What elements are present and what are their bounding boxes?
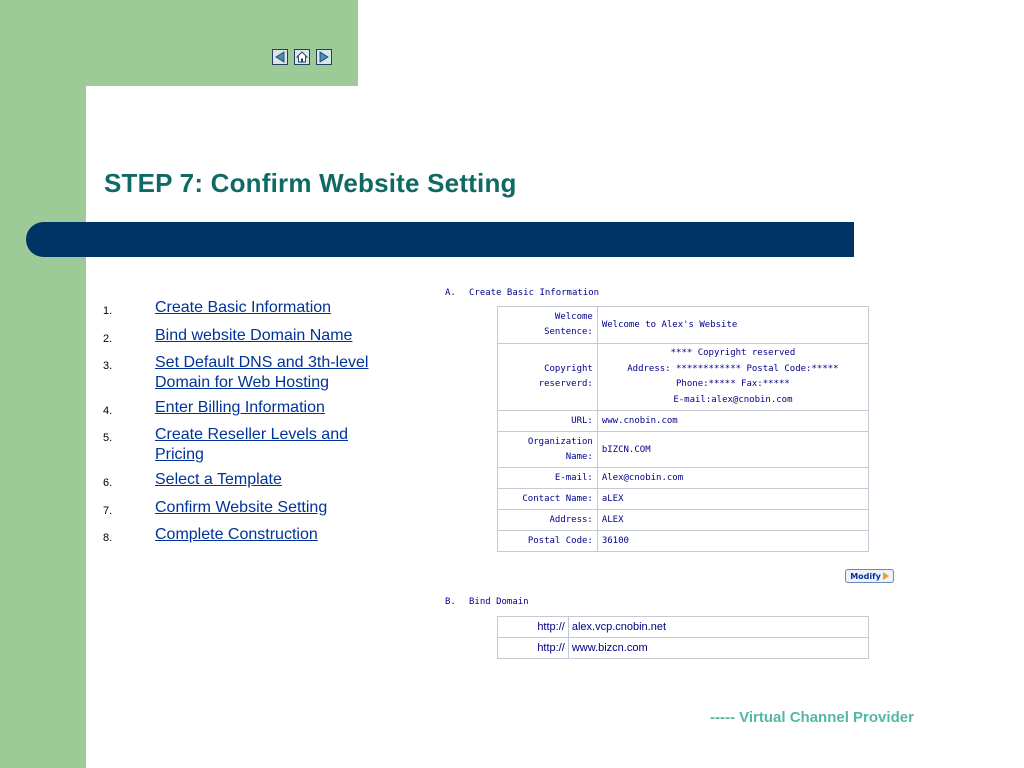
email-label: E-mail: [498,468,598,489]
domain-value: alex.vcp.cnobin.net [568,617,868,638]
step-number: 4. [103,404,113,417]
table-row [498,510,869,531]
step-number: 3. [103,360,113,373]
list-item [103,353,403,393]
arrow-right-icon [318,51,330,63]
step-number: 6. [103,476,113,489]
step-number: 7. [103,504,113,517]
welcome-value: Welcome to Alex's Website [597,307,868,344]
address-label: Address: [498,510,598,531]
postal-code-value: 36100 [597,531,868,552]
table-row [498,489,869,510]
arrow-left-icon [274,51,286,63]
top-green-band [0,0,358,86]
step-number: 1. [103,305,113,317]
domain-prefix: http:// [498,617,569,638]
step-number: 2. [103,332,113,345]
domain-value: www.bizcn.com [568,638,868,659]
list-item [103,326,403,349]
step-link-complete-construction[interactable]: Complete Construction [155,526,318,544]
section-b-heading: B. Bind Domain [445,597,529,607]
home-icon [296,51,308,63]
list-item [103,398,403,421]
table-row [498,468,869,489]
section-a-heading: A. Create Basic Information [445,288,600,298]
modify-button[interactable]: Modify [845,569,894,583]
next-button[interactable] [316,49,332,65]
title-underline-bar [26,222,854,257]
arrow-right-icon [883,572,889,580]
postal-code-label: Postal Code: [498,531,598,552]
step-number: 5. [103,432,113,445]
list-item [103,425,403,465]
footer-tagline: ----- Virtual Channel Provider [710,709,914,726]
step-number: 8. [103,532,113,545]
step-link-create-basic-information[interactable]: Create Basic Information [155,299,332,316]
previous-button[interactable] [272,49,288,65]
table-row [498,432,869,468]
table-row [498,617,869,638]
step-link-reseller-levels[interactable]: Create Reseller Levels and Pricing [155,426,348,464]
bind-domain-table [497,616,869,659]
organization-label: Organization Name: [498,432,598,468]
table-row [498,638,869,659]
copyright-label: Copyright reserverd: [498,344,598,411]
welcome-label: Welcome Sentence: [498,307,598,344]
table-row [498,531,869,552]
step-link-billing[interactable]: Enter Billing Information [155,398,325,416]
table-row [498,411,869,432]
list-item [103,498,403,521]
organization-value: bIZCN.COM [597,432,868,468]
step-link-set-dns[interactable]: Set Default DNS and 3th-level Domain for Web Hosting [155,354,369,392]
url-label: URL: [498,411,598,432]
page-title: STEP 7: Confirm Website Setting [104,168,517,198]
step-link-select-template[interactable]: Select a Template [155,470,282,488]
step-link-confirm-website[interactable]: Confirm Website Setting [155,498,328,516]
list-item [103,298,403,321]
left-green-band [0,0,86,768]
step-link-bind-domain[interactable]: Bind website Domain Name [155,326,353,344]
basic-info-table [497,306,869,552]
url-value: www.cnobin.com [597,411,868,432]
step-list [103,298,403,553]
email-value: Alex@cnobin.com [597,468,868,489]
contact-name-value: aLEX [597,489,868,510]
address-value: ALEX [597,510,868,531]
domain-prefix: http:// [498,638,569,659]
slide-navigation [272,49,332,65]
home-button[interactable] [294,49,310,65]
table-row [498,344,869,411]
table-row [498,307,869,344]
list-item [103,525,403,548]
list-item [103,470,403,493]
contact-name-label: Contact Name: [498,489,598,510]
copyright-value: **** Copyright reserved Address: ************ Postal Code:***** Phone:***** Fax:***** E-mail:alex@cnobin.com [597,344,868,411]
